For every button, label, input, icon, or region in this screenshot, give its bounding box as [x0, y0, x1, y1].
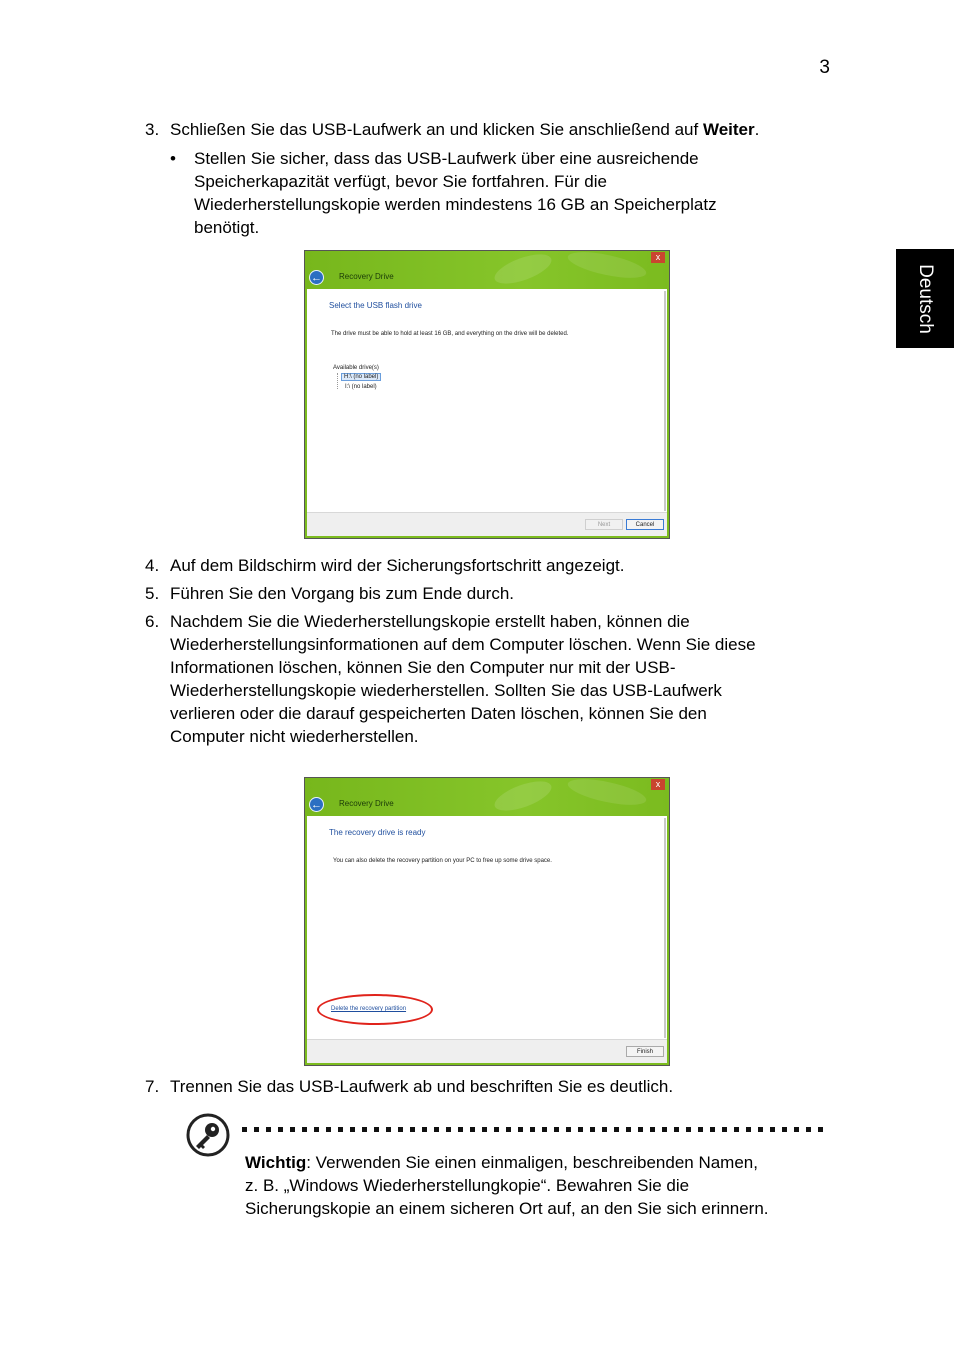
back-arrow-icon[interactable]: ←	[311, 272, 322, 284]
cancel-button[interactable]: Cancel	[626, 519, 664, 530]
window-content	[307, 289, 667, 513]
close-icon[interactable]: x	[651, 252, 665, 263]
scrollbar[interactable]	[664, 291, 666, 511]
page-number: 3	[819, 57, 830, 78]
drive-item-h[interactable]: H:\ (no label)	[341, 373, 381, 381]
window-content	[307, 816, 667, 1040]
next-button[interactable]: Next	[585, 519, 623, 530]
bullet-text: Stellen Sie sicher, dass das USB-Laufwerk über eine ausreichende Speicherkapazität verfügt, bevor Sie fortfahren. Für die Wiederherstellungskopie werden mindestens 16 GB an Speicherplatz benötigt.	[194, 149, 717, 237]
back-arrow-icon[interactable]: ←	[311, 799, 322, 811]
step-3-text: Schließen Sie das USB-Laufwerk an und klicken Sie anschließend auf Weiter.	[170, 120, 760, 139]
step-5-number: 5.	[145, 584, 160, 603]
note-bold: Wichtig	[245, 1153, 307, 1172]
window-footer	[307, 1039, 667, 1063]
step-6-text: Nachdem Sie die Wiederherstellungskopie erstellt haben, können die Wiederherstellungsinformationen auf dem Computer löschen. Wenn Sie diese Informationen löschen, können Sie den Computer nur mit der USB- Wiederherstellungskopie wiederherstellen. Sollten Sie das USB-Laufwerk verlieren oder die darauf gespeicherten Daten löschen, können Sie den Computer nicht wiederherstellen.	[170, 612, 756, 746]
window-description: You can also delete the recovery partition on your PC to free up some drive space.	[333, 858, 552, 864]
window-title: Recovery Drive	[339, 272, 394, 281]
recovery-drive-window-ready	[304, 777, 670, 1066]
window-title: Recovery Drive	[339, 799, 394, 808]
window-heading: The recovery drive is ready	[329, 828, 426, 837]
window-heading: Select the USB flash drive	[329, 301, 422, 310]
step-5-text: Führen Sie den Vorgang bis zum Ende durch.	[170, 584, 514, 603]
bullet-symbol: •	[170, 149, 176, 168]
step-4-number: 4.	[145, 556, 160, 575]
delete-recovery-partition-link[interactable]: Delete the recovery partition	[331, 1006, 407, 1012]
step-3-bold: Weiter	[702, 120, 755, 139]
language-tab	[896, 249, 954, 348]
scrollbar[interactable]	[664, 818, 666, 1038]
window-titlebar	[305, 251, 669, 289]
note-text: Wichtig: Verwenden Sie einen einmaligen, beschreibenden Namen, z. B. „Windows Wiederherstellungkopie“. Bewahren Sie die Sicherungskopie an einem sicheren Ort auf, an den Sie sich erinnern.	[245, 1153, 769, 1218]
recovery-drive-window-select	[304, 250, 670, 539]
drive-item-i[interactable]: I:\ (no label)	[345, 384, 377, 390]
language-tab-label: Deutsch	[915, 263, 936, 334]
available-drives-label: Available drive(s)	[333, 365, 379, 371]
key-icon	[186, 1113, 230, 1157]
window-description: The drive must be able to hold at least 16 GB, and everything on the drive will be deleted.	[331, 331, 569, 337]
finish-button[interactable]: Finish	[626, 1046, 664, 1057]
note-divider	[242, 1127, 828, 1132]
highlight-ellipse	[317, 994, 433, 1025]
step-7-number: 7.	[145, 1077, 160, 1096]
close-icon[interactable]: x	[651, 779, 665, 790]
window-footer	[307, 512, 667, 536]
step-4-text: Auf dem Bildschirm wird der Sicherungsfortschritt angezeigt.	[170, 556, 625, 575]
step-3-number: 3.	[145, 120, 160, 139]
window-titlebar	[305, 778, 669, 816]
step-6-number: 6.	[145, 612, 160, 631]
step-7-text: Trennen Sie das USB-Laufwerk ab und beschriften Sie es deutlich.	[170, 1077, 674, 1096]
